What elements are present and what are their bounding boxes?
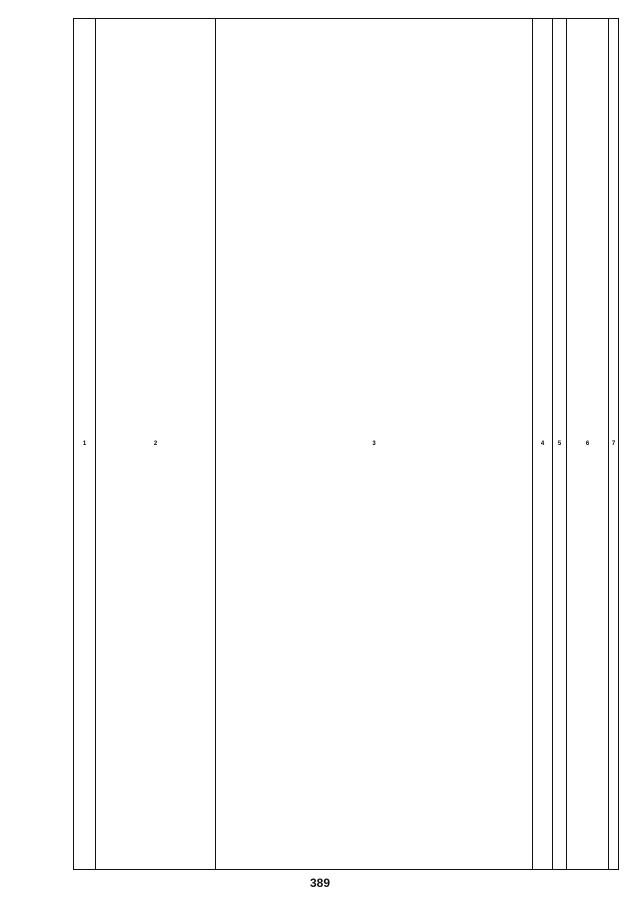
column-header: 6	[567, 19, 609, 870]
register-table	[73, 18, 619, 870]
page-number: 389	[309, 876, 331, 890]
column-header: 4	[533, 19, 553, 870]
column-header: 5	[553, 19, 567, 870]
column-header: 7	[609, 19, 619, 870]
table-header	[74, 19, 619, 870]
column-header: 3	[216, 19, 533, 870]
column-header: 1	[74, 19, 96, 870]
column-header: 2	[96, 19, 216, 870]
